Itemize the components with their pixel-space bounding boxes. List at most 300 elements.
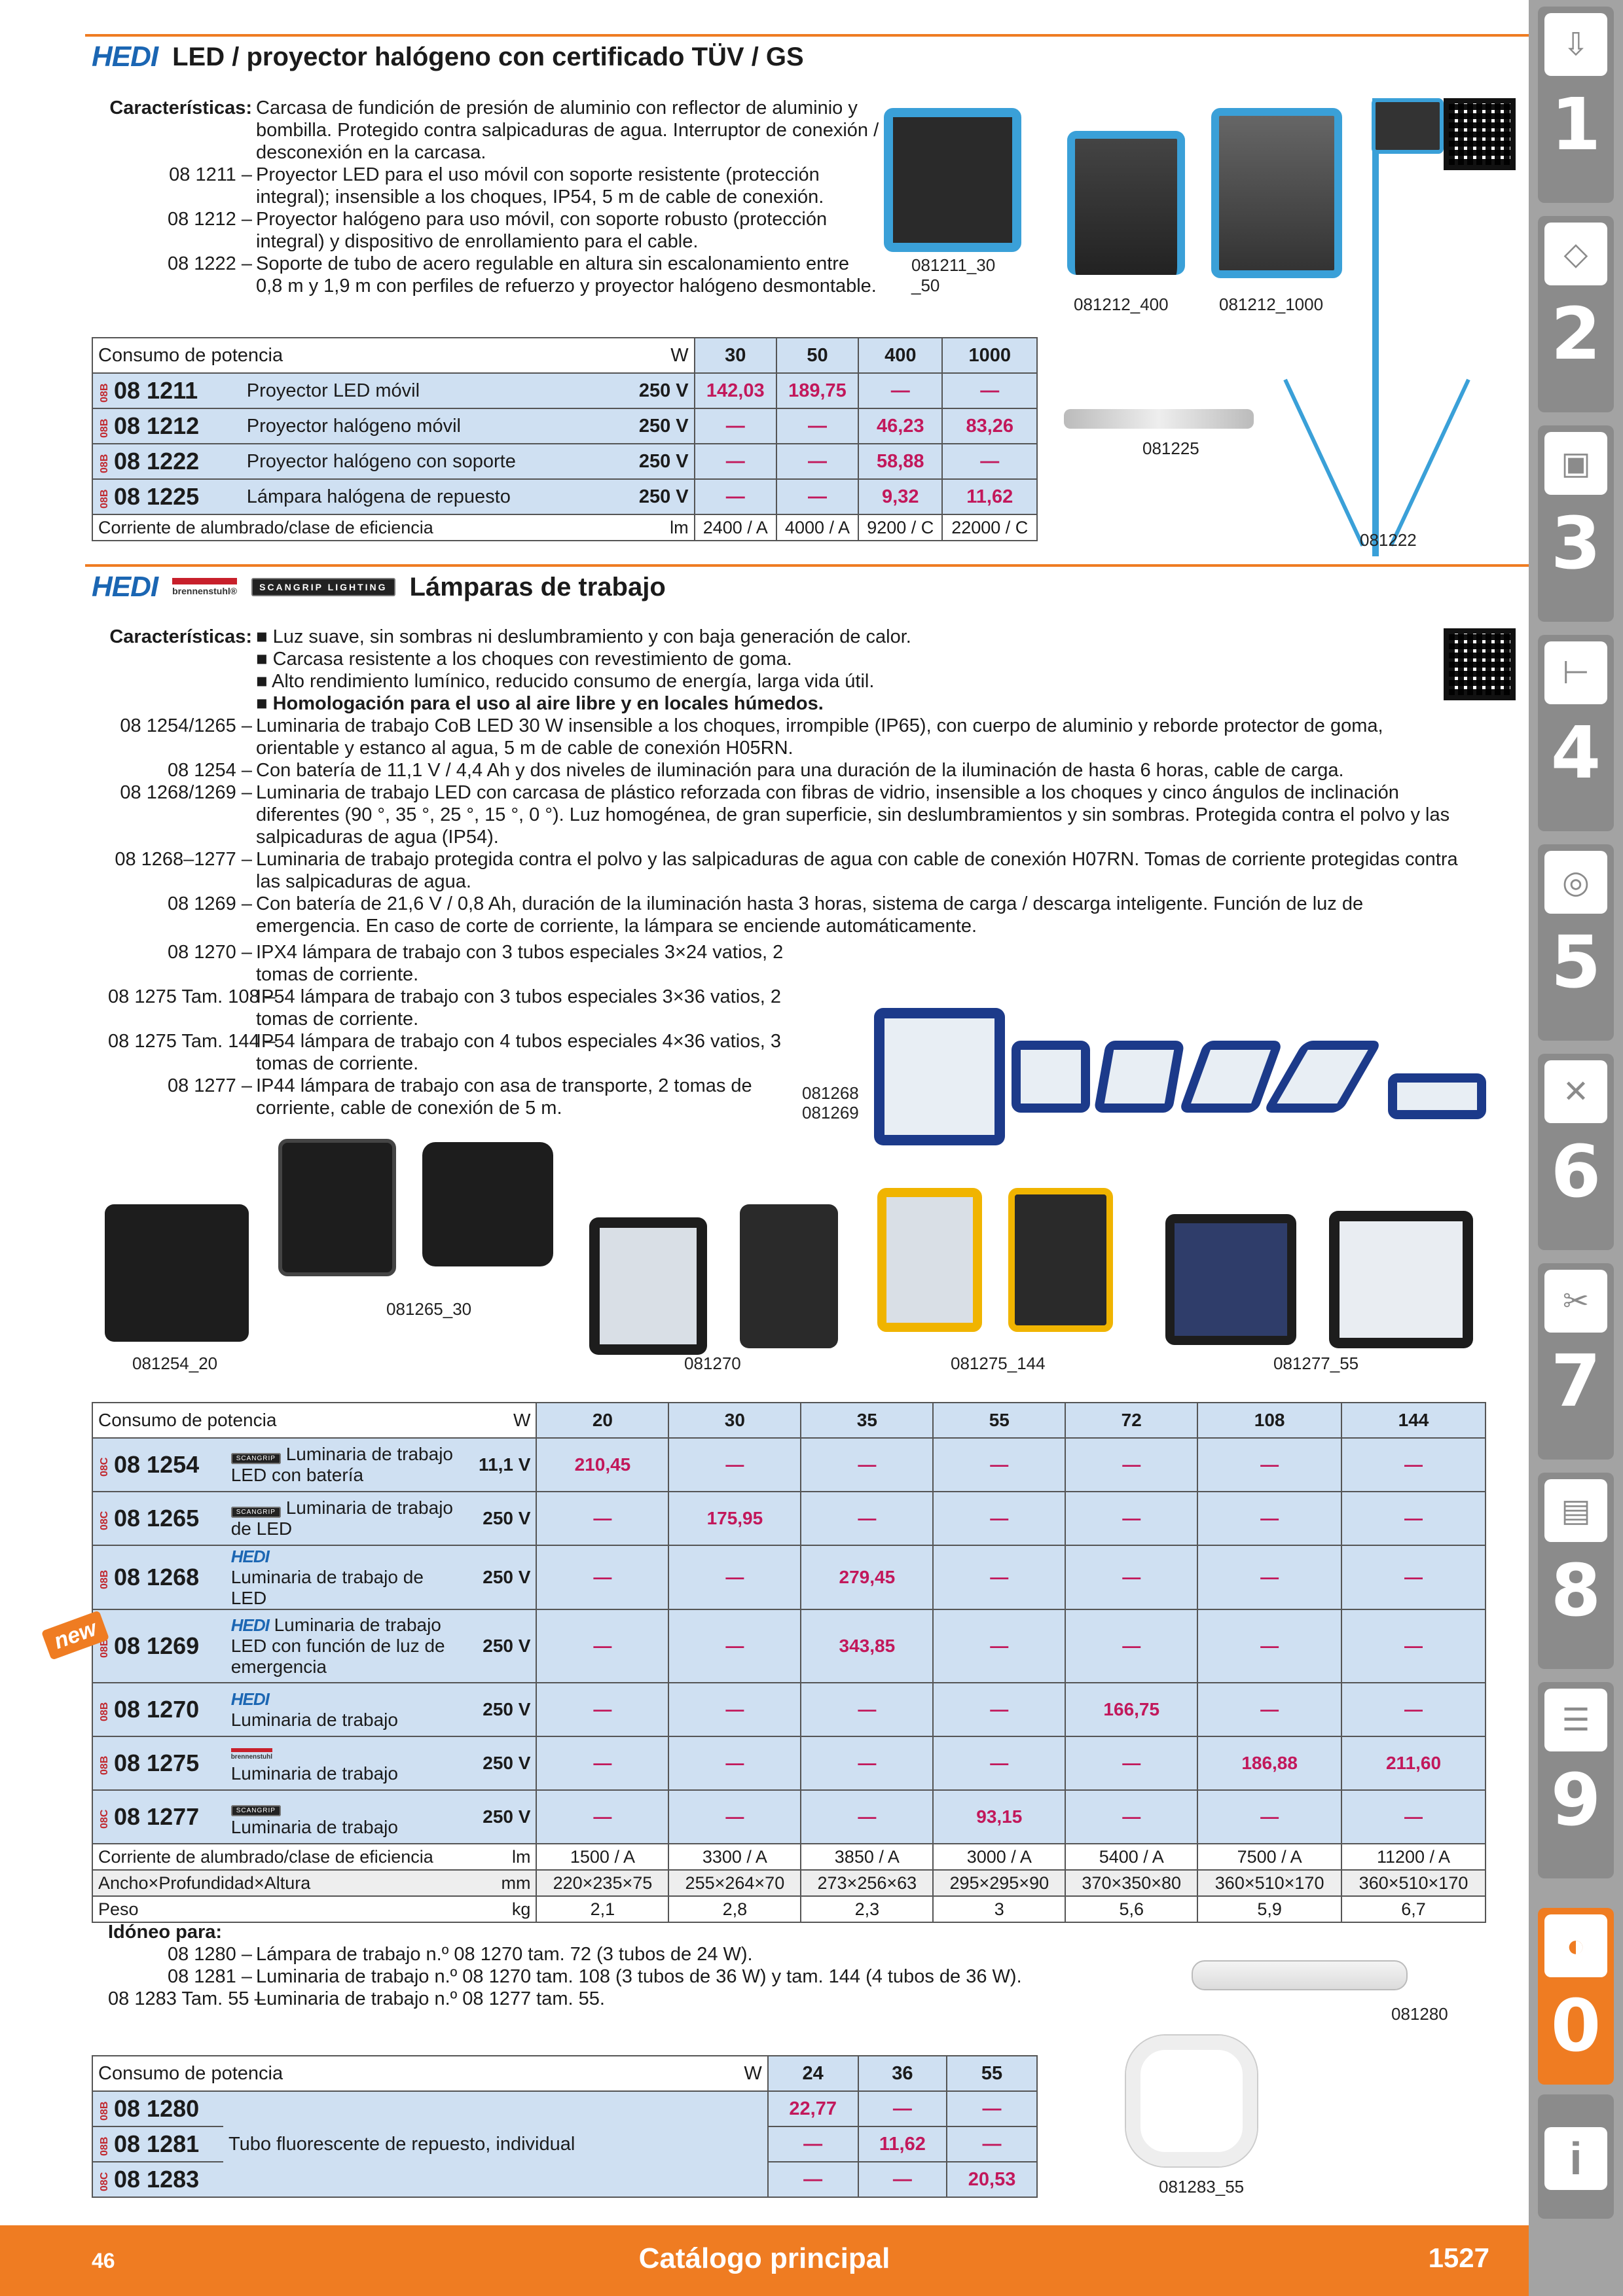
voltage: 250 V (613, 408, 695, 444)
price: 11,62 (858, 2126, 947, 2162)
article-number: 08 1283 (114, 2166, 200, 2193)
section1-title: LED / proyector halógeno con certificado TÜV / GS (172, 42, 804, 71)
halogen-floodlight-400-image (1067, 131, 1185, 275)
row-description: Proyector halógeno móvil (242, 408, 613, 444)
price-code: 08B (99, 1755, 110, 1775)
price: 142,03 (695, 373, 776, 408)
section2-title: Lámparas de trabajo (409, 572, 666, 601)
table-row (92, 1736, 1486, 1790)
table-row (92, 479, 1037, 514)
voltage: 250 V (462, 1545, 537, 1609)
section1-features (108, 97, 881, 297)
feature-label: 08 1268–1277 – (115, 849, 252, 870)
2d-tube-image (1126, 2036, 1257, 2166)
col-header: 36 (858, 2056, 947, 2091)
price-code: 08C (99, 1511, 110, 1530)
price-code: 08B (99, 1702, 110, 1721)
price: — (536, 1736, 668, 1790)
unit: W (513, 1410, 531, 1430)
table-footer-row (92, 514, 1037, 541)
caption: 081225 (1142, 439, 1199, 458)
caption: 081212_400 (1074, 295, 1169, 314)
price-code: 08C (99, 2172, 110, 2191)
row-description: Proyector halógeno con soporte (242, 444, 613, 479)
price: — (942, 373, 1037, 408)
price: — (768, 2162, 858, 2197)
footer-value: 295×295×90 (933, 1870, 1065, 1896)
compat-title: Idóneo para: (108, 1922, 223, 1943)
chapter-number: 9 (1550, 1758, 1601, 1842)
feature-text: Luminaria de trabajo protegida contra el polvo y las salpicaduras de agua con cable de conexión H07RN. Tomas de corriente protegidas contra las salpicaduras de agua. (256, 849, 1458, 892)
feature-text: IPX4 lámpara de trabajo con 3 tubos especiales 3×24 vatios, 2 tomas de corriente. (256, 942, 784, 985)
price-code: 08B (99, 454, 110, 473)
table-row (92, 444, 1037, 479)
unit: mm (501, 1873, 531, 1893)
price: 20,53 (947, 2162, 1037, 2197)
features-label: Características: (109, 98, 252, 118)
col-header: 1000 (942, 338, 1037, 373)
caption: 081270 (684, 1354, 741, 1373)
article-number: 08 1269 (114, 1632, 200, 1659)
footer-value: 360×510×170 (1341, 1870, 1486, 1896)
price: — (668, 1790, 801, 1844)
feature-text: Soporte de tubo de acero regulable en altura sin escalonamiento entre 0,8 m y 1,9 m con perfiles de refuerzo y proyector halógeno desmontable. (256, 253, 877, 296)
price: — (1197, 1438, 1341, 1492)
table-row (92, 2091, 1037, 2126)
price: — (1065, 1790, 1197, 1844)
footer-label: Ancho×Profundidad×Altura (98, 1873, 311, 1893)
price: — (1197, 1790, 1341, 1844)
price: — (668, 1545, 801, 1609)
feature-label: 08 1254 – (167, 760, 252, 781)
feature-text: Proyector halógeno para uso móvil, con soporte robusto (protección integral) y dispositivo de enrollamiento para el cable. (256, 209, 828, 252)
chapter-number: 7 (1550, 1339, 1601, 1423)
price: — (858, 2162, 947, 2197)
tripod-lamp-image (1372, 98, 1444, 154)
chapter-sidebar (1529, 0, 1623, 2296)
price: — (947, 2091, 1037, 2126)
worklight-1275-back-image (1008, 1188, 1113, 1332)
price: — (933, 1736, 1065, 1790)
price: — (536, 1609, 668, 1683)
unit: W (670, 344, 689, 366)
angle-15-image (1262, 1041, 1383, 1113)
row-description: Lámpara halógena de repuesto (242, 479, 613, 514)
info-label: i (1569, 2133, 1582, 2184)
unit: lm (511, 1846, 531, 1867)
info-icon (1544, 2127, 1607, 2190)
scangrip-logo: SCANGRIP LIGHTING (251, 578, 395, 596)
scangrip-1277-back-image (1165, 1214, 1296, 1345)
row-description: Luminaria de trabajo de LED (230, 1567, 424, 1608)
voltage: 250 V (613, 373, 695, 408)
row-description: Luminaria de trabajo (230, 1817, 398, 1837)
brand-logo: SCANGRIP (231, 1507, 281, 1518)
bullet-text: Luz suave, sin sombras ni deslumbramiento y con baja generación de calor. (272, 626, 911, 647)
price: — (1197, 1609, 1341, 1683)
price: — (942, 444, 1037, 479)
article-number: 08 1275 (114, 1749, 200, 1776)
chuck-icon: ▣ (1544, 432, 1607, 495)
table-row (92, 1683, 1486, 1736)
price: — (536, 1492, 668, 1545)
feature-text: IP54 lámpara de trabajo con 3 tubos especiales 3×36 vatios, 2 tomas de corriente. (256, 986, 782, 1030)
footer-value: 2400 / A (695, 514, 776, 541)
price: — (1065, 1736, 1197, 1790)
voltage: 250 V (462, 1609, 537, 1683)
compat-label: 08 1283 Tam. 55 – (108, 1988, 265, 2009)
chapter-number: 8 (1550, 1549, 1601, 1632)
brand-logo: brennenstuhl (231, 1748, 272, 1761)
brand-logo: HEDI (230, 1547, 269, 1566)
price: 58,88 (858, 444, 942, 479)
price-code: 08B (99, 1638, 110, 1658)
col-header: 20 (536, 1403, 668, 1438)
section2-header (92, 571, 666, 603)
article-number: 08 1212 (114, 412, 200, 439)
page-number-left: 46 (92, 2249, 115, 2272)
price: — (1341, 1790, 1486, 1844)
table-row (92, 1790, 1486, 1844)
pliers-icon: ✂ (1544, 1270, 1607, 1333)
chapter-number: 2 (1550, 292, 1601, 376)
compat-label: 08 1280 – (167, 1944, 252, 1965)
feature-label: 08 1211 – (169, 164, 252, 185)
section3-compatibility (108, 1921, 1221, 2010)
price: — (933, 1438, 1065, 1492)
footer-value: 5,9 (1197, 1896, 1341, 1922)
price: — (801, 1790, 933, 1844)
table-row (92, 1609, 1486, 1683)
feature-text: Luminaria de trabajo CoB LED 30 W insensible a los choques, irrompible (IP65), con cuerpo de aluminio y reborde protector de goma, orientable y estanco al agua, 5 m de cable de conexión H05RN. (256, 715, 1383, 759)
angle-35-image (1093, 1041, 1184, 1113)
table-footer-row (92, 1844, 1486, 1870)
article-number: 08 1254 (114, 1451, 200, 1478)
price: 46,23 (858, 408, 942, 444)
led-floodlight-image (884, 108, 1021, 252)
price: 343,85 (801, 1609, 933, 1683)
chapter-tab-2[interactable] (1538, 216, 1614, 412)
col-header: 55 (933, 1403, 1065, 1438)
feature-text: Proyector LED para el uso móvil con soporte resistente (protección integral); insensible a los choques, IP54, 5 m de cable de conexión. (256, 164, 824, 207)
table-row (92, 408, 1037, 444)
price: 210,45 (536, 1438, 668, 1492)
footer-value: 220×235×75 (536, 1870, 668, 1896)
price: — (668, 1736, 801, 1790)
table-footer-row (92, 1896, 1486, 1922)
col-header: 400 (858, 338, 942, 373)
price: — (668, 1438, 801, 1492)
bullet-text: Homologación para el uso al aire libre y en locales húmedos. (272, 693, 824, 714)
caption: 081268 081269 (802, 1083, 859, 1122)
led-worklight-1268-image (874, 1008, 1005, 1145)
tripod-leg-image (1283, 379, 1364, 547)
price: — (1065, 1545, 1197, 1609)
price: — (1197, 1683, 1341, 1736)
price: — (1341, 1545, 1486, 1609)
feature-text: IP44 lámpara de trabajo con asa de transporte, 2 tomas de corriente, cable de conexión de 5 m. (256, 1075, 752, 1119)
section-divider (85, 564, 1529, 567)
price: 22,77 (768, 2091, 858, 2126)
cutting-insert-icon: ◇ (1544, 223, 1607, 285)
section-divider (85, 34, 1529, 37)
chapter-tab-0[interactable] (1538, 1908, 1614, 2085)
price: — (695, 479, 776, 514)
price: — (668, 1609, 801, 1683)
fluorescent-tube-image (1192, 1960, 1408, 1990)
table-row (92, 1438, 1486, 1492)
tripod-pole-image (1372, 98, 1379, 556)
footer-value: 3300 / A (668, 1844, 801, 1870)
price: — (858, 2091, 947, 2126)
worklight-1275-image (877, 1188, 982, 1332)
price: 189,75 (776, 373, 858, 408)
footer-value: 7500 / A (1197, 1844, 1341, 1870)
worklight-1270-image (589, 1217, 707, 1355)
features-label: Características: (109, 626, 252, 647)
chapter-number: 3 (1550, 501, 1601, 585)
feature-label: 08 1269 – (167, 893, 252, 914)
footer-label: Peso (98, 1899, 139, 1919)
feature-label: 08 1268/1269 – (120, 782, 252, 803)
chapter-tab-9[interactable] (1538, 1682, 1614, 1878)
row-description: Luminaria de trabajo LED con función de luz de emergencia (230, 1615, 445, 1677)
chapter-tab-7[interactable] (1538, 1263, 1614, 1460)
wrench-screwdriver-icon: ✕ (1544, 1060, 1607, 1123)
price: 93,15 (933, 1790, 1065, 1844)
row-description: Luminaria de trabajo LED con batería (230, 1444, 453, 1485)
price: 279,45 (801, 1545, 933, 1609)
brand-logo: SCANGRIP (231, 1453, 281, 1464)
caption: 081280 (1391, 2004, 1448, 2024)
tool-case-icon: ▤ (1544, 1479, 1607, 1542)
voltage: 11,1 V (462, 1438, 537, 1492)
col-header: 55 (947, 2056, 1037, 2091)
col-header: 50 (776, 338, 858, 373)
feature-label: 08 1222 – (167, 253, 252, 274)
price: — (933, 1545, 1065, 1609)
footer-value: 360×510×170 (1197, 1870, 1341, 1896)
page-number-right: 1527 (1428, 2242, 1489, 2273)
footer-value: 2,8 (668, 1896, 801, 1922)
article-number: 08 1280 (114, 2095, 200, 2122)
section2-features-short (108, 941, 802, 1119)
price-code: 08B (99, 418, 110, 438)
caption: 081254_20 (132, 1354, 218, 1373)
price: — (1065, 1609, 1197, 1683)
voltage: 250 V (613, 444, 695, 479)
compat-text: Luminaria de trabajo n.º 08 1270 tam. 108 (3 tubos de 36 W) y tam. 144 (4 tubos de 36 W). (256, 1966, 1022, 1987)
chapter-tab-8[interactable] (1538, 1473, 1614, 1669)
chapter-number: 4 (1550, 711, 1601, 795)
price: — (1341, 1683, 1486, 1736)
caption: 081283_55 (1159, 2177, 1245, 2197)
price: — (768, 2126, 858, 2162)
footer-value: 370×350×80 (1065, 1870, 1197, 1896)
table1 (92, 337, 1038, 541)
section1-header (92, 41, 804, 73)
article-number: 08 1211 (114, 377, 198, 404)
table-row (92, 1545, 1486, 1609)
row-description: Luminaria de trabajo (230, 1763, 398, 1784)
table-header-label: Consumo de potencia (98, 2062, 283, 2084)
price: — (1197, 1545, 1341, 1609)
price: — (1341, 1609, 1486, 1683)
footer-title: Catálogo principal (638, 2242, 890, 2274)
footer-value: 255×264×70 (668, 1870, 801, 1896)
brand-logo: HEDI (230, 1615, 269, 1635)
col-header: 144 (1341, 1403, 1486, 1438)
chapter-tab-4[interactable] (1538, 635, 1614, 831)
unit: lm (670, 517, 689, 537)
article-number: 08 1225 (114, 483, 200, 510)
table-header-label: Consumo de potencia (98, 344, 283, 366)
price: — (1065, 1438, 1197, 1492)
table-row (92, 1492, 1486, 1545)
article-number: 08 1281 (114, 2130, 200, 2157)
row-description: Tubo fluorescente de repuesto, individual (223, 2091, 768, 2197)
table2 (92, 1402, 1486, 1923)
unit: kg (511, 1899, 531, 1919)
feature-label: 08 1254/1265 – (120, 715, 252, 736)
table-row (92, 373, 1037, 408)
chapter-tab-6[interactable] (1538, 1054, 1614, 1250)
caption: 081277_55 (1273, 1354, 1359, 1373)
scangrip-1254-image (105, 1204, 249, 1342)
col-header: 30 (695, 338, 776, 373)
price-code: 08B (99, 489, 110, 509)
price: — (801, 1683, 933, 1736)
caption: 081222 (1360, 530, 1417, 550)
caption: 081265_30 (386, 1299, 472, 1319)
scangrip-1277-image (1329, 1211, 1473, 1348)
price: — (536, 1545, 668, 1609)
footer-value: 6,7 (1341, 1896, 1486, 1922)
footer-value: 11200 / A (1341, 1844, 1486, 1870)
compat-text: Lámpara de trabajo n.º 08 1270 tam. 72 (3 tubos de 24 W). (256, 1944, 753, 1965)
feature-label: 08 1275 Tam. 108 – (108, 986, 276, 1007)
voltage: 250 V (462, 1492, 537, 1545)
chapter-tab-info[interactable] (1538, 2094, 1614, 2219)
col-header: 35 (801, 1403, 933, 1438)
price: — (536, 1683, 668, 1736)
chapter-tab-1[interactable] (1538, 7, 1614, 203)
price: — (801, 1438, 933, 1492)
brennenstuhl-logo: brennenstuhl® (172, 578, 237, 596)
footer-value: 9200 / C (858, 514, 942, 541)
price: — (933, 1683, 1065, 1736)
new-badge: new (41, 1610, 110, 1660)
feature-label: 08 1270 – (167, 942, 252, 963)
price: — (933, 1609, 1065, 1683)
bullet-text: Carcasa resistente a los choques con revestimiento de goma. (272, 649, 792, 670)
bullet-text: Alto rendimiento lumínico, reducido consumo de energía, larga vida útil. (271, 671, 875, 692)
caliper-icon: ⊢ (1544, 641, 1607, 704)
chapter-number: 0 (1550, 1984, 1601, 2068)
article-number: 08 1265 (114, 1505, 200, 1532)
footer-value: 273×256×63 (801, 1870, 933, 1896)
price: — (668, 1683, 801, 1736)
footer-value: 22000 / C (942, 514, 1037, 541)
price: — (801, 1736, 933, 1790)
compat-text: Luminaria de trabajo n.º 08 1277 tam. 55. (256, 1988, 605, 2009)
price: 211,60 (1341, 1736, 1486, 1790)
unit: W (744, 2062, 762, 2084)
price-code: 08B (99, 2101, 110, 2121)
qr-code-icon[interactable] (1444, 98, 1516, 170)
section2-features: Características: ■ Luz suave, sin sombras ni deslumbramiento y con baja generación de calor. ■ Carcasa resistente a los choques con revestimiento de goma. ■ Alto rendimiento lumínico, reducido consumo de energía, larga vida útil. ■ Homologación para el uso al aire libre y en locales húmedos. 08 1254/1265 – Luminaria de trabajo CoB LED 30 W insensible a los choques, irrompible (IP65), con cuerpo de aluminio y reborde protector de goma, orientable y estanco al agua, 5 m de cable de conexión H05RN. 08 1254 – Con batería de 11,1 V / 4,4 Ah y dos niveles de iluminación para una duración de la iluminación de hasta 6 horas, cable de carga. 08 1268/1269 – Luminaria de trabajo LED con carcasa de plástico reforzada con fibras de vidrio, insensible a los choques y cinco ángulos de inclinación diferentes (90 °, 35 °, 25 °, 15 °, 0 °). Luz homogénea, de gran superficie, sin deslumbramientos y sin sombras. Protegida contra el polvo y las salpicaduras de agua (IP54). 08 1268–1277 – Luminaria de trabajo protegida contra el polvo y las salpicaduras de agua con cable de conexión H07RN. Tomas de corriente protegidas contra las salpicaduras de agua. 08 1269 – Con batería de 21,6 V / 0,8 Ah, duración de la iluminación hasta 3 horas, sistema de carga / descarga inteligente. Función de luz de emergencia. En caso de corte de corriente, la lámpara se enciende automáticamente. (108, 626, 1470, 937)
feature-text: Carcasa de fundición de presión de aluminio con reflector de aluminio y bombilla. Protegido contra salpicaduras de agua. Interruptor de conexión / desconexión en la carcasa. (256, 98, 879, 163)
footer-value: 1500 / A (536, 1844, 668, 1870)
price-code: 08B (99, 1570, 110, 1589)
table-footer-row (92, 1870, 1486, 1896)
qr-code-icon[interactable] (1444, 628, 1516, 700)
feature-label: 08 1212 – (167, 209, 252, 230)
saw-blade-icon: ◎ (1544, 851, 1607, 914)
chapter-tab-3[interactable] (1538, 425, 1614, 622)
col-header: 30 (668, 1403, 801, 1438)
row-description: Proyector LED móvil (242, 373, 613, 408)
price: — (776, 444, 858, 479)
chapter-number: 5 (1550, 920, 1601, 1004)
col-header: 72 (1065, 1403, 1197, 1438)
tool-cabinet-icon: ☰ (1544, 1689, 1607, 1751)
footer-value: 3000 / A (933, 1844, 1065, 1870)
feature-text: Luminaria de trabajo LED con carcasa de plástico reforzada con fibras de vidrio, insensible a los choques y cinco ángulos de inclinación diferentes (90 °, 35 °, 25 °, 15 °, 0 °). Luz homogénea, de gran superficie, sin deslumbramientos y sin sombras. Protegida contra el polvo y las salpicaduras de agua (IP54). (256, 782, 1450, 848)
price: — (536, 1790, 668, 1844)
price: 175,95 (668, 1492, 801, 1545)
footer-value: 2,1 (536, 1896, 668, 1922)
feature-text: Con batería de 21,6 V / 0,8 Ah, duración de la iluminación hasta 3 horas, sistema de carga / descarga inteligente. Función de luz de emergencia. En caso de corte de corriente, la lámpara se enciende automáticamente. (256, 893, 1364, 937)
price: — (801, 1492, 933, 1545)
feature-text: Con batería de 11,1 V / 4,4 Ah y dos niveles de iluminación para una duración de la iluminación de hasta 6 horas, cable de carga. (256, 760, 1344, 781)
price: — (947, 2126, 1037, 2162)
voltage: 250 V (462, 1683, 537, 1736)
price: — (695, 444, 776, 479)
halogen-floodlight-1000-image (1211, 108, 1342, 278)
chapter-tab-5[interactable] (1538, 844, 1614, 1041)
feature-text: IP54 lámpara de trabajo con 4 tubos especiales 4×36 vatios, 3 tomas de corriente. (256, 1031, 782, 1074)
angle-90-image (1012, 1041, 1090, 1113)
article-number: 08 1222 (114, 448, 200, 475)
tripod-leg-image (1389, 379, 1470, 547)
voltage: 250 V (613, 479, 695, 514)
brand-logo: SCANGRIP (231, 1805, 281, 1816)
feature-label: 08 1275 Tam. 144 – (108, 1031, 276, 1052)
footer-value: 2,3 (801, 1896, 933, 1922)
price: 11,62 (942, 479, 1037, 514)
safety-equipment-icon: ◐ (1544, 1914, 1607, 1977)
price: — (1197, 1492, 1341, 1545)
worklight-1270-back-image (740, 1204, 838, 1348)
price: — (695, 408, 776, 444)
price: — (776, 408, 858, 444)
scangrip-1265-back-image (422, 1142, 553, 1266)
footer-value: 5,6 (1065, 1896, 1197, 1922)
price: — (776, 479, 858, 514)
price: 9,32 (858, 479, 942, 514)
halogen-bulb-image (1064, 409, 1254, 429)
price-code: 08C (99, 1809, 110, 1829)
caption: 081275_144 (951, 1354, 1046, 1373)
footer-value: 3850 / A (801, 1844, 933, 1870)
chapter-number: 6 (1550, 1130, 1601, 1213)
brand-logo: HEDI (230, 1689, 269, 1709)
price: — (933, 1492, 1065, 1545)
price-code: 08B (99, 383, 110, 403)
footer-value: 5400 / A (1065, 1844, 1197, 1870)
angle-25-image (1178, 1041, 1283, 1113)
